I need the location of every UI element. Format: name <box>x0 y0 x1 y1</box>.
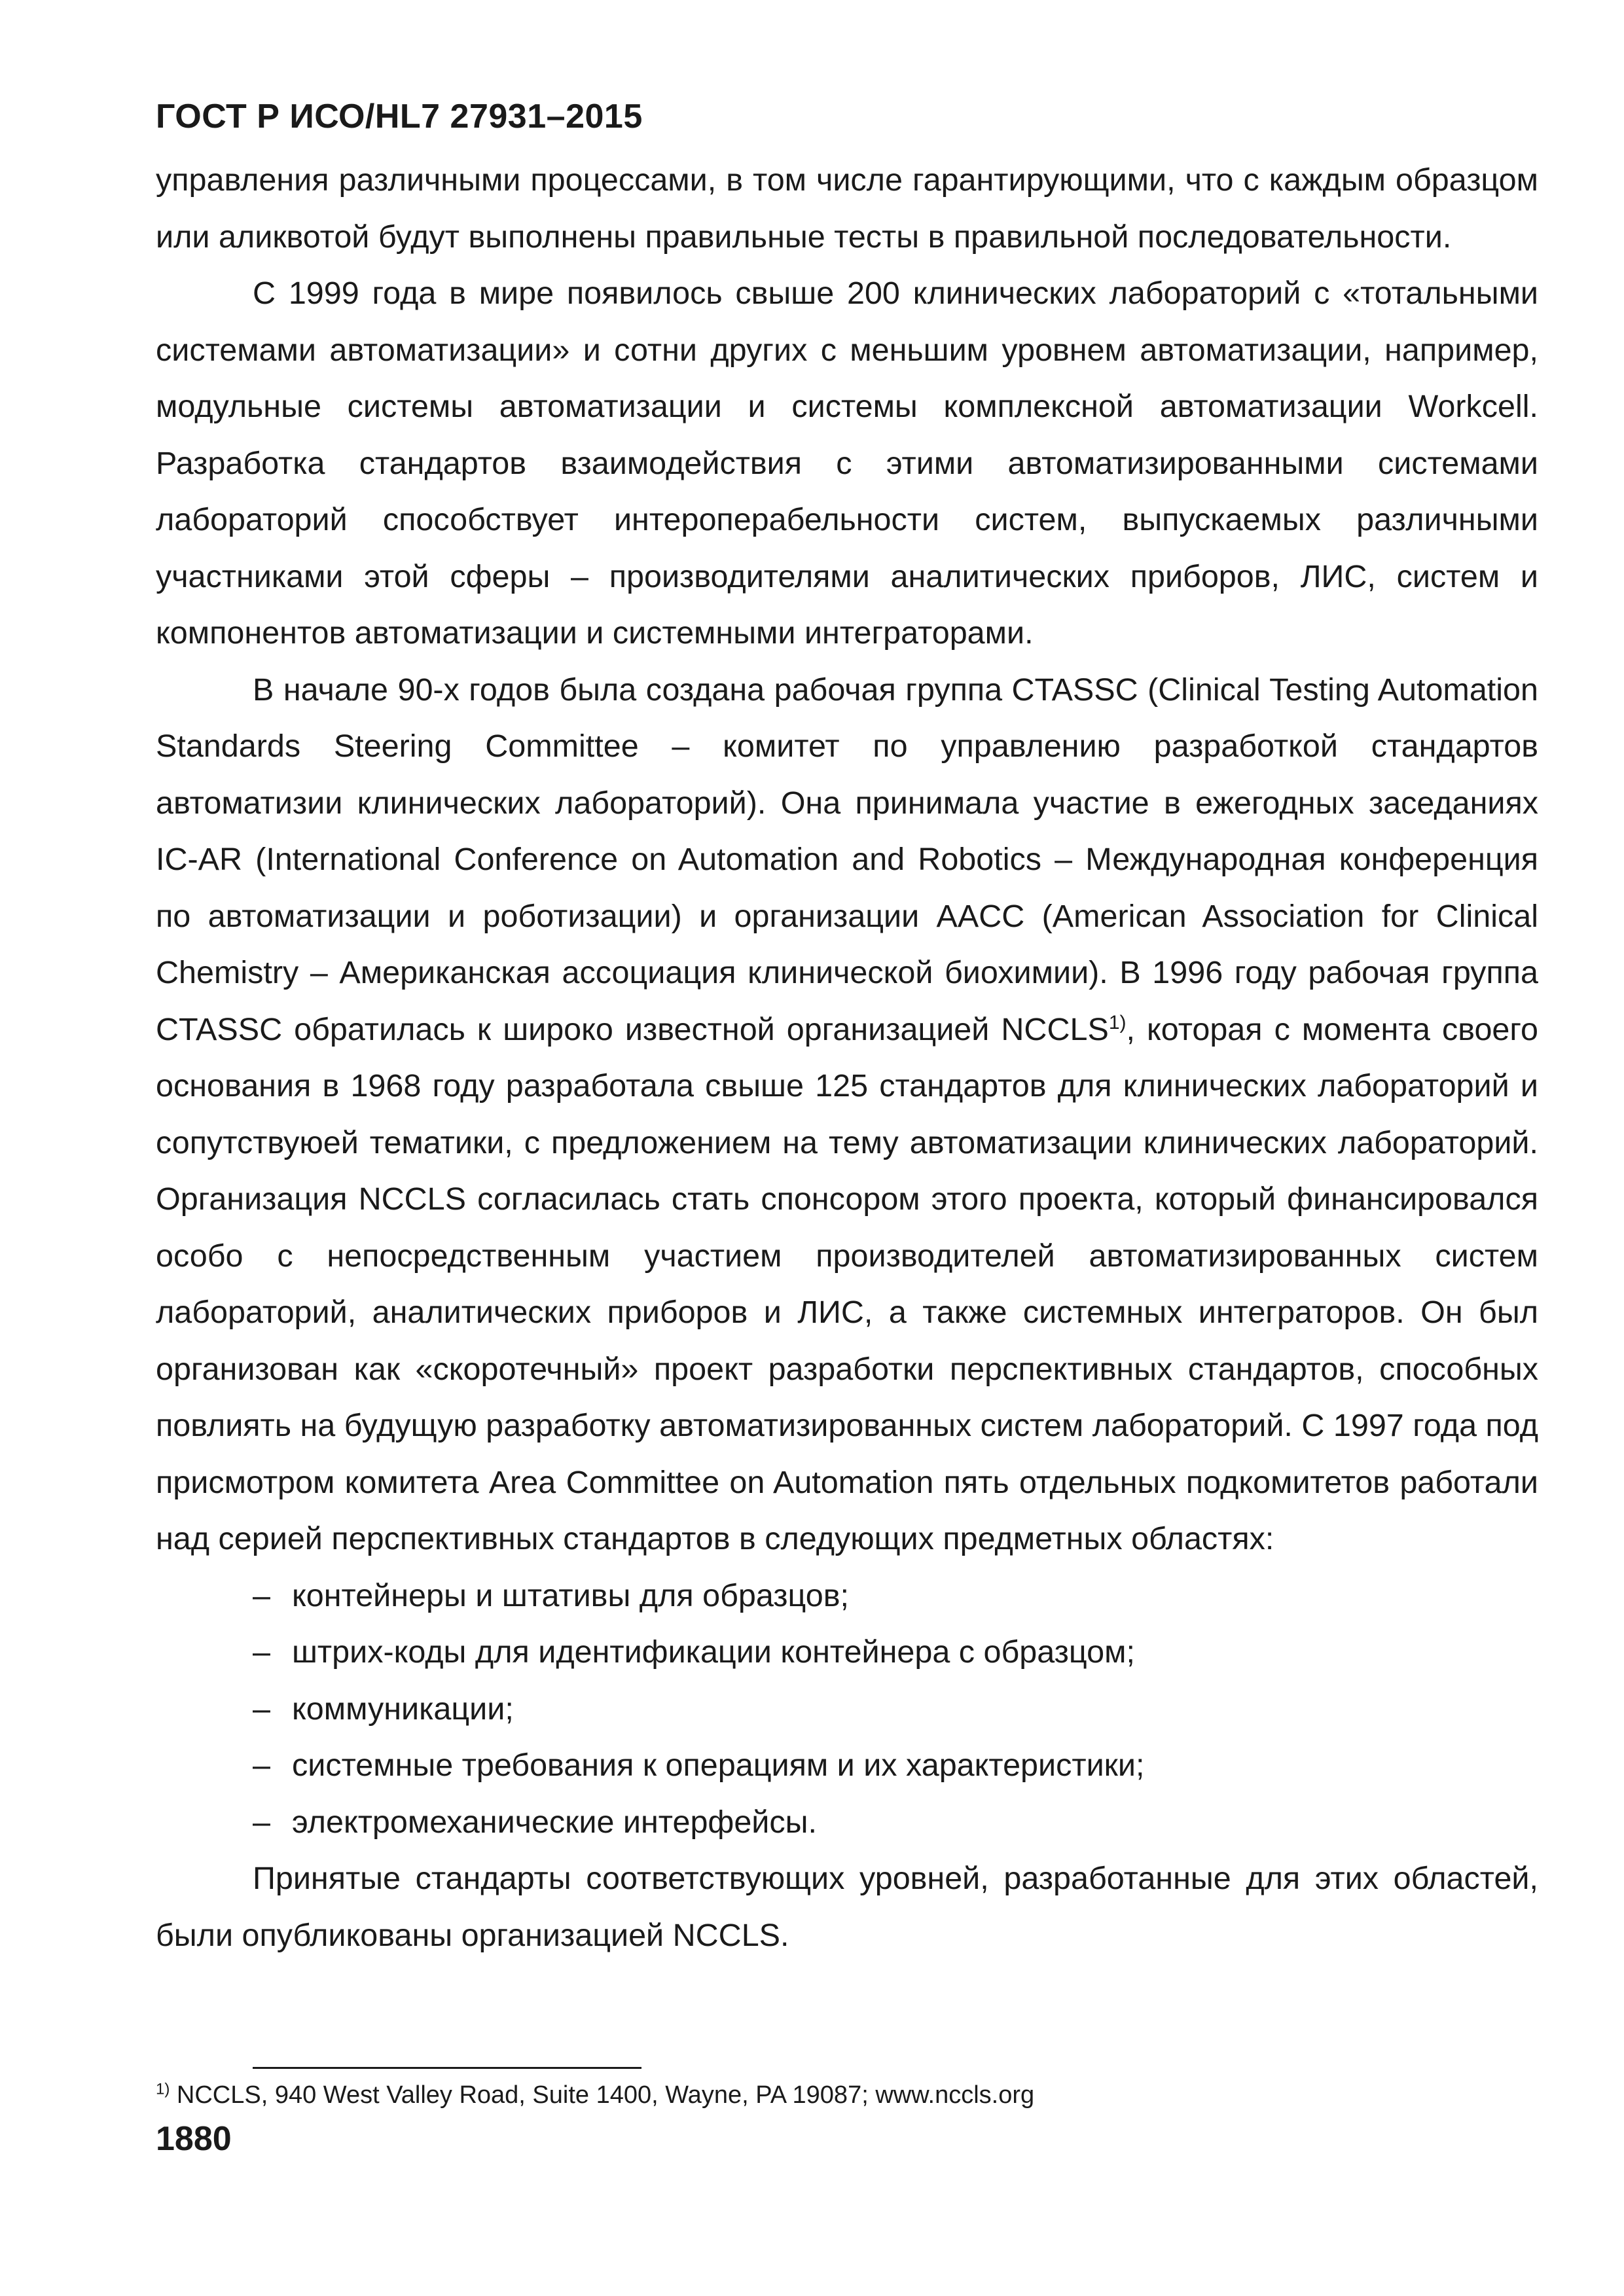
list-dash: – <box>253 1691 270 1727</box>
standard-code-header: ГОСТ Р ИСО/HL7 27931–2015 <box>156 98 643 135</box>
list-item-text: штрих-коды для идентификации контейнера с образцом; <box>292 1634 1135 1670</box>
list-item <box>156 1568 1538 1624</box>
list-item-text: коммуникации; <box>292 1691 514 1727</box>
list-item-text: электромеханические интерфейсы. <box>292 1804 817 1840</box>
subject-areas-list <box>156 1568 1538 1851</box>
paragraph-text-part: В начале 90-х годов была создана рабочая группа CTASSC (Clinical Testing Automation Standards Steering Committee – комитет по управлению разработкой стандартов автоматизии клинических лабораторий). Она принимала участие в ежегодных заседаниях IC-AR (International Conference on Automation and Robotics – Международная конференция по автоматизации и роботизации) и организации AACC (American Association for Clinical Chemistry – Американская ассоциация клинической биохимии). В 1996 году рабочая группа CTASSC обратилась к широко известной организацией NCCLS <box>156 672 1538 1047</box>
paragraph-ctassc-history <box>156 662 1538 1568</box>
list-item <box>156 1737 1538 1794</box>
paragraph-automation-systems: С 1999 года в мире появилось свыше 200 клинических лабораторий с «тотальными системами автоматизации» и сотни других с меньшим уровнем автоматизации, например, модульные системы автоматизации и системы комплексной автоматизации Workcell. Разработка стандартов взаимодействия с этими автоматизированными системами лабораторий способствует интероперабельности систем, выпускаемых различными участниками этой сферы – производителями аналитических приборов, ЛИС, систем и компонентов автоматизации и системными интеграторами. <box>156 276 1538 651</box>
footnote-reference[interactable]: 1) <box>1108 1011 1127 1033</box>
list-dash: – <box>253 1577 270 1613</box>
list-item <box>156 1794 1538 1851</box>
list-item-text: контейнеры и штативы для образцов; <box>292 1577 849 1613</box>
list-dash: – <box>253 1634 270 1670</box>
list-dash: – <box>253 1804 270 1840</box>
footnote <box>156 2077 1034 2113</box>
page-number: 1880 <box>156 2120 232 2158</box>
list-item <box>156 1624 1538 1681</box>
list-dash: – <box>253 1748 270 1783</box>
paragraph-published-standards: Принятые стандарты соответствующих уровней, разработанные для этих областей, были опубликованы организацией NCCLS. <box>156 1861 1538 1953</box>
body-text <box>156 152 1538 1964</box>
list-item-text: системные требования к операциям и их характеристики; <box>292 1748 1145 1783</box>
footnote-mark: 1) <box>156 2080 170 2098</box>
list-item <box>156 1681 1538 1738</box>
footnote-text: NCCLS, 940 West Valley Road, Suite 1400, Wayne, PA 19087; www.nccls.org <box>170 2081 1035 2109</box>
paragraph-text-part: , которая с момента своего основания в 1968 году разработала свыше 125 стандартов для клинических лабораторий и сопутствуюей тематики, с предложением на тему автоматизации клинических лабораторий. Организация NCCLS согласилась стать спонсором этого проекта, который финансировался особо с непосредственным участием производителей автоматизированных систем лабораторий, аналитических приборов и ЛИС, а также системных интеграторов. Он был организован как «скоротечный» проект разработки перспективных стандартов, способных повлиять на будущую разработку автоматизированных систем лабораторий. С 1997 года под присмотром комитета Area Committee on Automation пять отдельных подкомитетов работали над серией перспективных стандартов в следующих предметных областях: <box>156 1011 1538 1556</box>
paragraph-continuation: управления различными процессами, в том числе гарантирующими, что с каждым образцом или аликвотой будут выполнены правильные тесты в правильной последовательности. <box>156 162 1538 255</box>
footnote-separator <box>253 2067 641 2069</box>
